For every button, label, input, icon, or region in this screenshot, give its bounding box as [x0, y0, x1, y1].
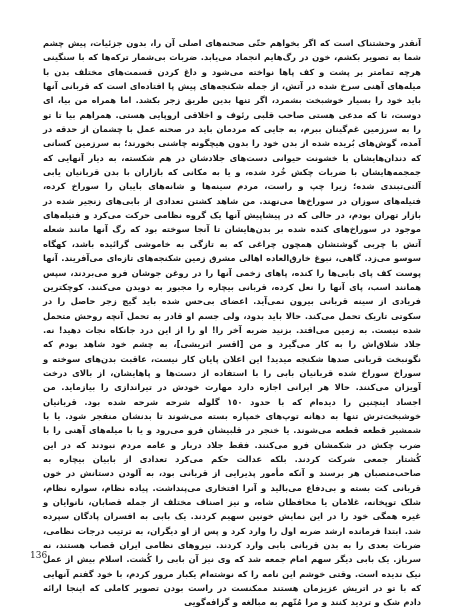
body-paragraph: آنقدر وحشتناک است که اگر بخواهم حتّی صحنه‌های اصلی آن را، بدون جزئیات، پیش چشم شما به تصویر بکشم، خون در رگ‌هایم انجماد می‌یابد. ضربات بی‌شمار ترکه‌ها که با سنگینی هرچه تمامتر بر پشت و کف پاها نواخته می‌شود و داغ کردن قسمت‌های مختلف بدن با میله‌های آهنی سرخ شده در آتش، از جمله شکنجه‌های پیش پا افتاده‌ای است که قربانی آنها باید خود را بسیار خوشبخت بشمرد، اگر تنها بدین طریق زجر بکشد. اما همراه من بیا، ای دوست، تا که مدعی هستی صاحب قلبی رئوف و اخلاقی اروپایی هستی. همراهم بیا تا تو را به سرزمین غم‌گینان ببرم، به جایی که مردمان باید در صحنه عمل با چشمان از حدقه در آمده، گوش‌های بُریده شده از بدن خود را بدون هیچگونه چاشنی بخورند؛ به سرزمین کسانی که دندان‌هایشان با خشونت حیوانی دست‌های جلادشان در هم شکسته، به دیار آنهایی که جمجمه‌هایشان با ضربات چکش خُرد شده، و یا به مکانی که بازاران با بدن قربانیان یابی آلتی‌تبندی شده؛ زیرا چپ و راست، مردم سینه‌ها و شانه‌های بایبان را سوراخ کرده، فتیله‌های سوزان در سوراخ‌ها می‌نهند. من شاهد کشتن تعدادی از بابی‌های زنجیر شده در بازار تهران بودم، در حالی که در پیشاپیش آنها یک گروه نظامی حرکت می‌کرد و فتیله‌های موجود در سوراخ‌های کنده شده بر بدن‌هایشان تا آنجا سوخته بود که رگ آنها مانند شعله آتش با چربی گوشتشان همچون چراغی که به تازگی به خاموشی گرائیده باشد، کهگاه سوسو می‌زد. گاهی، نبوغ خارق‌العاده اهالی مشرق زمین شکنجه‌های تازه‌ای می‌آفریند. آنها پوست کف پای بابی‌ها را کنده، پاهای زخمی آنها را در روغن جوشان فرو می‌بردند، سپس همانند اسب، پای آنها را نعل کرده، قربانی بیچاره را مجبور به دویدن می‌کنند. کوچکترین فریادی از سینه قربانی بیرون نمی‌آید. اعضای بی‌حس شده باید گیج زجر حاصل را در سکوتی تاریک تحمل می‌کند. حالا باید بدود، ولی جسم او قادر به تحمل آنچه روحش متحمل شده نیست. به زمین می‌افتد. بزنید ضربه آخر را! او را از این درد جانکاه نجات دهید! نه. جلاد شلاق‌اش را به کار می‌گیرد و من [اقسر اتریشی]، به چشم خود شاهد بودم که نگونبخت قربانی صدها شکنجه میدید! این اعلان پایان کار نیست، عاقبت بدن‌های سوخته و سوراخ سوراخ شده قربانیان بابی را با استفاده از دست‌ها و پاهایشان، از بالای درخت آویزان می‌کنند. حالا هر ایرانی اجازه دارد مهارت خودش در تیراندازی را بیازماید. من اجساد اینچنین را دیده‌ام که با حدود ١٥٠ گلوله شرحه شرحه شده بود. قربانیان خوشبخت‌ترش تنها به دهانه توپ‌های خمپاره بسته می‌شوند تا بدنشان منفجر شود. یا با شمشیر قطعه قطعه می‌شوند. یا خنجر در قلبیشان فرو می‌رود و یا با میله‌های آهنی را با ضرب چکش در شکمشان فرو می‌کنند. فقط جلاد دربار و عامه مردم نبودند که در این کُشتار جمعی شرکت کردند. بلکه عدالت حکم می‌کرد تعدادی از بابیان بیچاره به صاحب‌منصبان هر برسند و آنکه مأمور پذیرایی از قربانی بود، به آلودن دستانش در خون قربانی کت بسته و بی‌دفاع می‌بالید و آنرا افتخاری می‌پنداشت. پیاده نظام، سواره نظام، شلک توپخانه، غلامان یا محافظان شاه، و نیز اصناف مختلف از جمله قصابان، نانوایان و غیره همگی خود را در این نمایش خونین سهیم کردند. یک بابی به افسران پادگان سپرده شد. ابتدا فرمانده ارشد ضربه اول را وارد کرد و پس از او دیگران، به ترتیب درجات نظامی، ضربات بعدی را به بدن قربانی بابی وارد کردند. نیروهای نظامی ایران قصاب هستند، نه سرباز. یک بابی دیگر سهم امام جمعه شد که وی نیز آن بابی را کُشت. اسلام بیش از عمل نیک ندیده است. وقتی خوشم این نامه را که نوشته‌ام یکبار مرور کردم، با خود گفتم آنهایی که با تو در اتریش عزیزمان هستند ممکنست در راست بودن تصویر کاملی که اینجا ارائه دادم شک و تردید کنند و مرا مُتّهم به مبالغه و گزافه‌گویی: [43, 38, 421, 608]
body-text: [43, 36, 421, 608]
page-number: 136: [30, 551, 48, 561]
